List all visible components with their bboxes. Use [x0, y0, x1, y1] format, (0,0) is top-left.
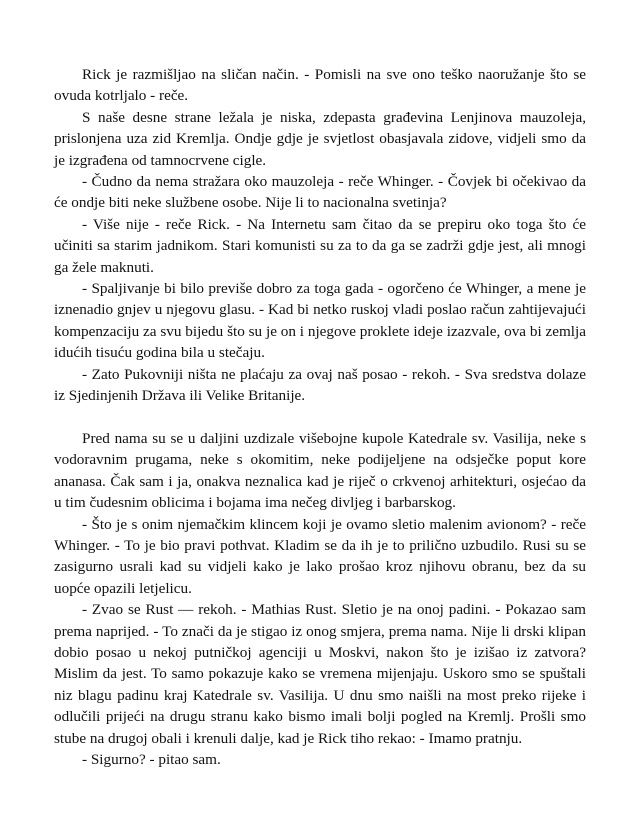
paragraph-3: - Čudno da nema stražara oko mauzoleja - reče Whinger. - Čovjek bi očekivao da će ondje biti neke službene osobe. Nije li to nacionalna svetinja?	[54, 173, 586, 212]
paragraph-7: Pred nama su se u daljini uzdizale višebojne kupole Katedrale sv. Vasilija, neke s vodoravnim prugama, neke s okomitim, neke podijeljene na odsječke poput kore ananasa. Čak sam i ja, onakva neznalica kad je riječ o crkvenoj arhitekturi, osjećao da u tim čudesnim oblicima i bojama ima nečeg divljeg i barbarskog.	[54, 429, 586, 512]
paragraph-1: Rick je razmišljao na sličan način. - Pomisli na sve ono teško naoružanje što se ovuda kotrljalo - reče.	[54, 66, 586, 105]
section-break	[54, 407, 586, 428]
paragraph-6: - Zato Pukovniji ništa ne plaćaju za ovaj naš posao - rekoh. - Sva sredstva dolaze iz Sjedinjenih Država ili Velike Britanije.	[54, 365, 586, 405]
paragraph-4: - Više nije - reče Rick. - Na Internetu sam čitao da se prepiru oko toga što će učiniti sa starim jadnikom. Stari komunisti su za to da ga se zadrži gdje jest, ali mnogi ga žele maknuti.	[54, 215, 586, 276]
paragraph-8: - Što je s onim njemačkim klincem koji je ovamo sletio malenim avionom? - reče Whinger. - To je bio pravi pothvat. Kladim se da ih je to prilično uzbudilo. Rusi su se zasigurno usrali kad su vidjeli kako je lako prošao kroz njihovu obranu, bez da su uopće opazili letjelicu.	[54, 515, 586, 597]
paragraph-5: - Spaljivanje bi bilo previše dobro za toga gada - ogorčeno će Whinger, a mene je iznenadio gnjev u njegovu glasu. - Kad bi netko ruskoj vladi poslao račun zahtijevajući kompenzaciju za svu bijedu što su je on i njegove proklete ideje izazvale, ova bi zemlja idućih tisuću godina bila u stečaju.	[54, 280, 586, 362]
document-page	[54, 64, 586, 770]
paragraph-10: - Sigurno? - pitao sam.	[82, 750, 221, 768]
paragraph-9: - Zvao se Rust — rekoh. - Mathias Rust. Sletio je na onoj padini. - Pokazao sam prema naprijed. - To znači da je stigao iz onog smjera, prema nama. Nije li drski klipan dobio posao u nekoj putničkoj agenciji u Moskvi, nakon što je izišao iz zatvora? Mislim da jest. To samo pokazuje kako se vremena mijenjaju. Uskoro smo se spuštali niz blagu padinu kraj Katedrale sv. Vasilija. U dnu smo naišli na most preko rijeke i odlučili prijeći na drugu stranu kako bismo imali bolji pogled na Kremlj. Prošli smo stube na drugoj obali i krenuli dalje, kad je Rick tiho rekao: - Imamo pratnju.	[54, 601, 586, 747]
paragraph-2: S naše desne strane ležala je niska, zdepasta građevina Lenjinova mauzoleja, prislonjena uza zid Kremlja. Ondje gdje je svjetlost obasjavala zidove, vidjeli smo da je izgrađena od tamnocrvene cigle.	[54, 108, 586, 169]
